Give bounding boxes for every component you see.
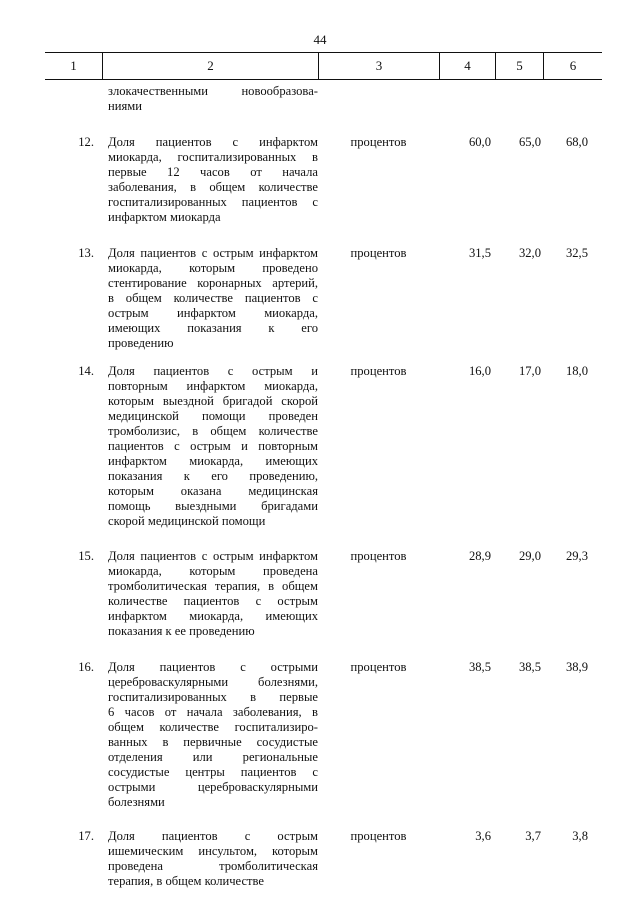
description-line: ниями	[108, 99, 142, 113]
row-description	[102, 364, 318, 529]
description-line: госпитализированных пациентов с	[108, 195, 318, 209]
description-line: имеющих показания к его	[108, 321, 318, 335]
description-line: острыми цереброваскулярными	[108, 780, 318, 794]
row-description	[102, 84, 318, 114]
value-col-6: 3,8	[572, 829, 588, 843]
value-col-5: 38,5	[518, 660, 541, 674]
description-line: заболевания, в общем количестве	[108, 180, 318, 194]
row-number: 14.	[78, 364, 94, 378]
table-row	[45, 660, 602, 810]
description-line: количестве пациентов с острым	[108, 594, 318, 608]
description-line: инфарктом миокарда	[108, 210, 221, 224]
row-description	[102, 246, 318, 351]
description-line: Доля пациентов с острым инфарктом	[108, 549, 318, 563]
row-description	[102, 660, 318, 810]
description-line: тромболизис, в общем количестве	[108, 424, 318, 438]
value-col-5: 3,7	[525, 829, 541, 843]
value-col-4: 16,0	[468, 364, 491, 378]
row-number: 17.	[78, 829, 94, 843]
row-number: 15.	[78, 549, 94, 563]
description-line: Доля пациентов с острым инфарктом	[108, 246, 318, 260]
table-row	[45, 549, 602, 639]
unit-cell: процентов	[350, 549, 407, 563]
description-line: миокарда, госпитализированных в	[108, 150, 318, 164]
description-line: медицинской помощи проведен	[108, 409, 318, 423]
description-line: Доля пациентов с острым и	[108, 364, 318, 378]
description-line: ишемическим инсультом, которым	[108, 844, 318, 858]
value-col-4: 31,5	[468, 246, 491, 260]
value-col-4: 38,5	[468, 660, 491, 674]
value-col-4: 60,0	[468, 135, 491, 149]
value-col-6: 32,5	[565, 246, 588, 260]
value-col-6: 29,3	[565, 549, 588, 563]
description-line: проведению	[108, 336, 174, 350]
description-line: инфарктом миокарда, имеющих	[108, 609, 318, 623]
unit-cell: процентов	[350, 660, 407, 674]
value-col-6: 38,9	[565, 660, 588, 674]
description-line: проведена тромболитическая	[108, 859, 318, 873]
description-line: 6 часов от начала заболевания, в	[108, 705, 318, 719]
table-body	[45, 84, 602, 889]
header-col-2: 2	[102, 53, 318, 79]
row-number: 12.	[78, 135, 94, 149]
description-line: показания к ее проведению	[108, 624, 255, 638]
row-number	[45, 84, 102, 114]
description-line: Доля пациентов с острым	[108, 829, 318, 843]
value-col-5: 29,0	[518, 549, 541, 563]
description-line: болезнями	[108, 795, 165, 809]
table-header	[45, 52, 602, 80]
header-col-3: 3	[318, 53, 439, 79]
value-col-5: 65,0	[518, 135, 541, 149]
unit-cell: процентов	[350, 364, 407, 378]
description-line: госпитализированных в первые	[108, 690, 318, 704]
description-line: миокарда, которым проведена	[108, 564, 318, 578]
value-col-5: 32,0	[518, 246, 541, 260]
description-line: сосудистые центры пациентов с	[108, 765, 318, 779]
header-col-6: 6	[543, 53, 602, 79]
unit-cell: процентов	[350, 246, 407, 260]
unit-cell: процентов	[350, 829, 407, 843]
description-line: терапия, в общем количестве	[108, 874, 265, 888]
value-col-4: 28,9	[468, 549, 491, 563]
description-line: которым выездной бригадой скорой	[108, 394, 318, 408]
table-row	[45, 135, 602, 225]
table-row	[45, 246, 602, 351]
row-number: 13.	[78, 246, 94, 260]
row-description	[102, 549, 318, 639]
row-description	[102, 135, 318, 225]
description-line: острым инфарктом миокарда,	[108, 306, 318, 320]
description-line: инфарктом миокарда, имеющих	[108, 454, 318, 468]
description-line: в общем количестве пациентов с	[108, 291, 318, 305]
indicator-rows	[45, 135, 602, 889]
description-line: повторным инфарктом миокарда,	[108, 379, 318, 393]
description-line: ванных в первичные сосудистые	[108, 735, 318, 749]
description-line: которым оказана медицинская	[108, 484, 318, 498]
header-col-5: 5	[495, 53, 543, 79]
table-row	[45, 364, 602, 529]
value-col-4: 3,6	[475, 829, 491, 843]
description-line: помощь выездными бригадами	[108, 499, 318, 513]
description-line: общем количестве госпитализиро-	[108, 720, 318, 734]
description-line: Доля пациентов с инфарктом	[108, 135, 318, 149]
description-line: скорой медицинской помощи	[108, 514, 266, 528]
table-row	[45, 829, 602, 889]
description-line: Доля пациентов с острыми	[108, 660, 318, 674]
header-col-1: 1	[70, 58, 77, 73]
value-col-6: 68,0	[565, 135, 588, 149]
page-number: 44	[313, 32, 327, 47]
description-line: злокачественными новообразова-	[108, 84, 318, 98]
unit-cell: процентов	[350, 135, 407, 149]
description-line: пациентов с острым и повторным	[108, 439, 318, 453]
description-line: цереброваскулярными болезнями,	[108, 675, 318, 689]
description-line: показания к его проведению,	[108, 469, 318, 483]
description-line: стентирование коронарных артерий,	[108, 276, 318, 290]
description-line: отделения или региональные	[108, 750, 318, 764]
description-line: миокарда, которым проведено	[108, 261, 318, 275]
row-description	[102, 829, 318, 889]
continuation-row	[45, 84, 602, 114]
value-col-6: 18,0	[565, 364, 588, 378]
row-number: 16.	[78, 660, 94, 674]
header-col-4: 4	[439, 53, 495, 79]
description-line: тромболитическая терапия, в общем	[108, 579, 318, 593]
description-line: первые 12 часов от начала	[108, 165, 318, 179]
value-col-5: 17,0	[518, 364, 541, 378]
